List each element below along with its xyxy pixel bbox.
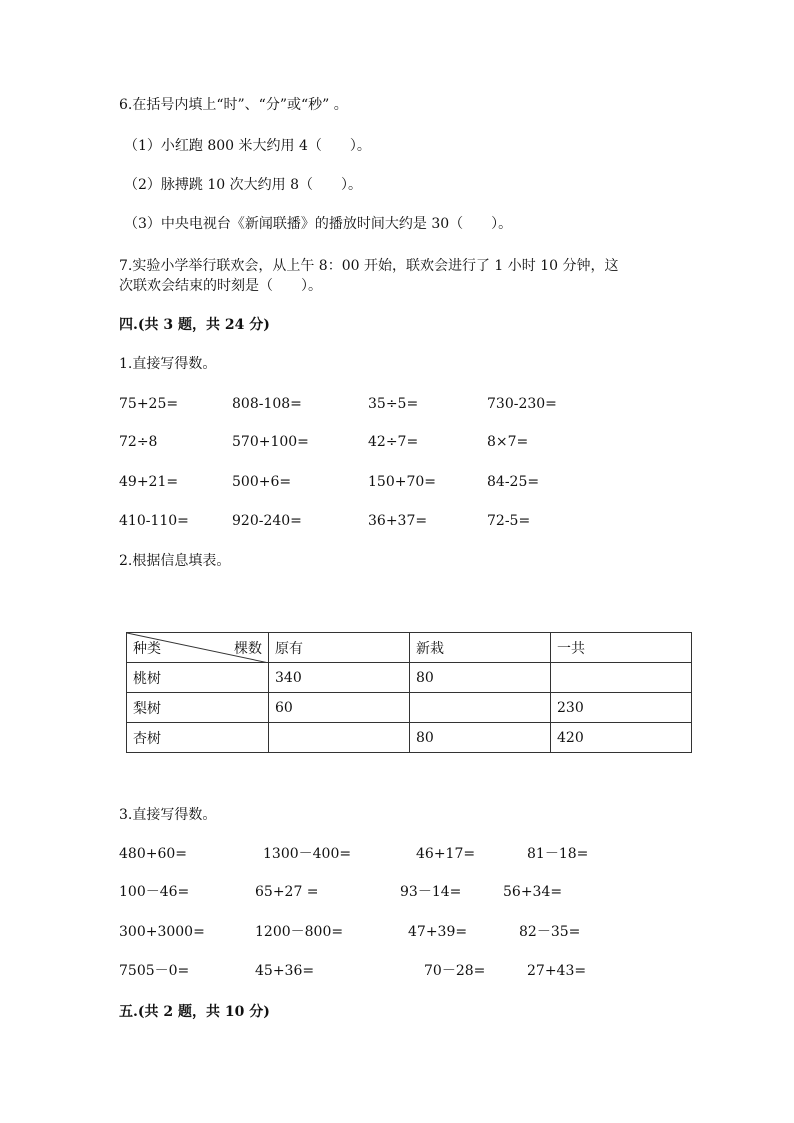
problem-3-title: 3.直接写得数。 xyxy=(119,807,217,823)
calc-item: 93－14= xyxy=(400,884,462,900)
table-row xyxy=(127,663,692,693)
calc-item: 1200－800= xyxy=(255,924,344,940)
table-header-cell: 新栽 xyxy=(410,633,551,663)
calc-item: 45+36= xyxy=(255,963,315,979)
table-header-cell: 一共 xyxy=(551,633,692,663)
calc-item: 100－46= xyxy=(119,884,190,900)
calc-item: 84-25= xyxy=(487,474,540,490)
calc-item: 300+3000= xyxy=(119,924,205,940)
table-cell: 梨树 xyxy=(127,693,269,723)
calc-item: 70－28= xyxy=(424,963,486,979)
table-cell: 80 xyxy=(410,663,551,693)
corner-label-count: 棵数 xyxy=(234,641,262,657)
calc-item: 49+21= xyxy=(119,474,179,490)
calc-item: 500+6= xyxy=(232,474,292,490)
calc-item: 808-108= xyxy=(232,396,302,412)
table-row xyxy=(127,693,692,723)
calc-item: 35÷5= xyxy=(368,396,419,412)
table-cell xyxy=(551,663,692,693)
calc-item: 1300－400= xyxy=(263,846,352,862)
calc-item: 56+34= xyxy=(503,884,563,900)
calc-item: 82－35= xyxy=(519,924,581,940)
calc-item: 72-5= xyxy=(487,513,531,529)
table-cell: 桃树 xyxy=(127,663,269,693)
calc-item: 150+70= xyxy=(368,474,436,490)
calc-item: 920-240= xyxy=(232,513,302,529)
calc-item: 46+17= xyxy=(416,846,476,862)
section-5-heading: 五.(共 2 题，共 10 分) xyxy=(119,1004,270,1020)
calc-item: 72÷8 xyxy=(119,434,158,450)
q6-item-2: （2）脉搏跳 10 次大约用 8（ ）。 xyxy=(124,177,362,193)
calc-item: 7505－0= xyxy=(119,963,190,979)
calc-item: 81－18= xyxy=(527,846,589,862)
tree-table xyxy=(126,632,692,753)
problem-2-title: 2.根据信息填表。 xyxy=(119,553,231,569)
calc-item: 75+25= xyxy=(119,396,179,412)
section-4-heading: 四.(共 3 题，共 24 分) xyxy=(119,317,270,333)
table-header-row xyxy=(127,633,692,663)
q6-item-1: （1）小红跑 800 米大约用 4（ ）。 xyxy=(124,138,371,154)
problem-1-title: 1.直接写得数。 xyxy=(119,356,217,372)
calc-item: 8×7= xyxy=(487,434,529,450)
calc-item: 730-230= xyxy=(487,396,557,412)
calc-item: 65+27 = xyxy=(255,884,319,900)
table-row xyxy=(127,723,692,753)
table-cell: 340 xyxy=(269,663,410,693)
q7-line-1: 7.实验小学举行联欢会，从上午 8：00 开始，联欢会进行了 1 小时 10 分钟，这 xyxy=(119,258,619,274)
table-header-cell: 原有 xyxy=(269,633,410,663)
table-cell: 80 xyxy=(410,723,551,753)
calc-item: 27+43= xyxy=(527,963,587,979)
table-cell: 420 xyxy=(551,723,692,753)
q7-line-2: 次联欢会结束的时刻是（ ）。 xyxy=(119,278,322,294)
table-corner-cell xyxy=(127,633,269,663)
q6-title: 6.在括号内填上“时”、“分”或“秒” 。 xyxy=(119,97,348,113)
q6-item-3: （3）中央电视台《新闻联播》的播放时间大约是 30（ ）。 xyxy=(124,216,513,232)
table-cell: 230 xyxy=(551,693,692,723)
calc-item: 47+39= xyxy=(408,924,468,940)
table-cell: 杏树 xyxy=(127,723,269,753)
table-cell xyxy=(269,723,410,753)
table-cell xyxy=(410,693,551,723)
calc-item: 410-110= xyxy=(119,513,189,529)
calc-item: 570+100= xyxy=(232,434,309,450)
calc-item: 42÷7= xyxy=(368,434,419,450)
calc-item: 480+60= xyxy=(119,846,187,862)
corner-label-category: 种类 xyxy=(133,641,161,657)
calc-item: 36+37= xyxy=(368,513,428,529)
table-cell: 60 xyxy=(269,693,410,723)
